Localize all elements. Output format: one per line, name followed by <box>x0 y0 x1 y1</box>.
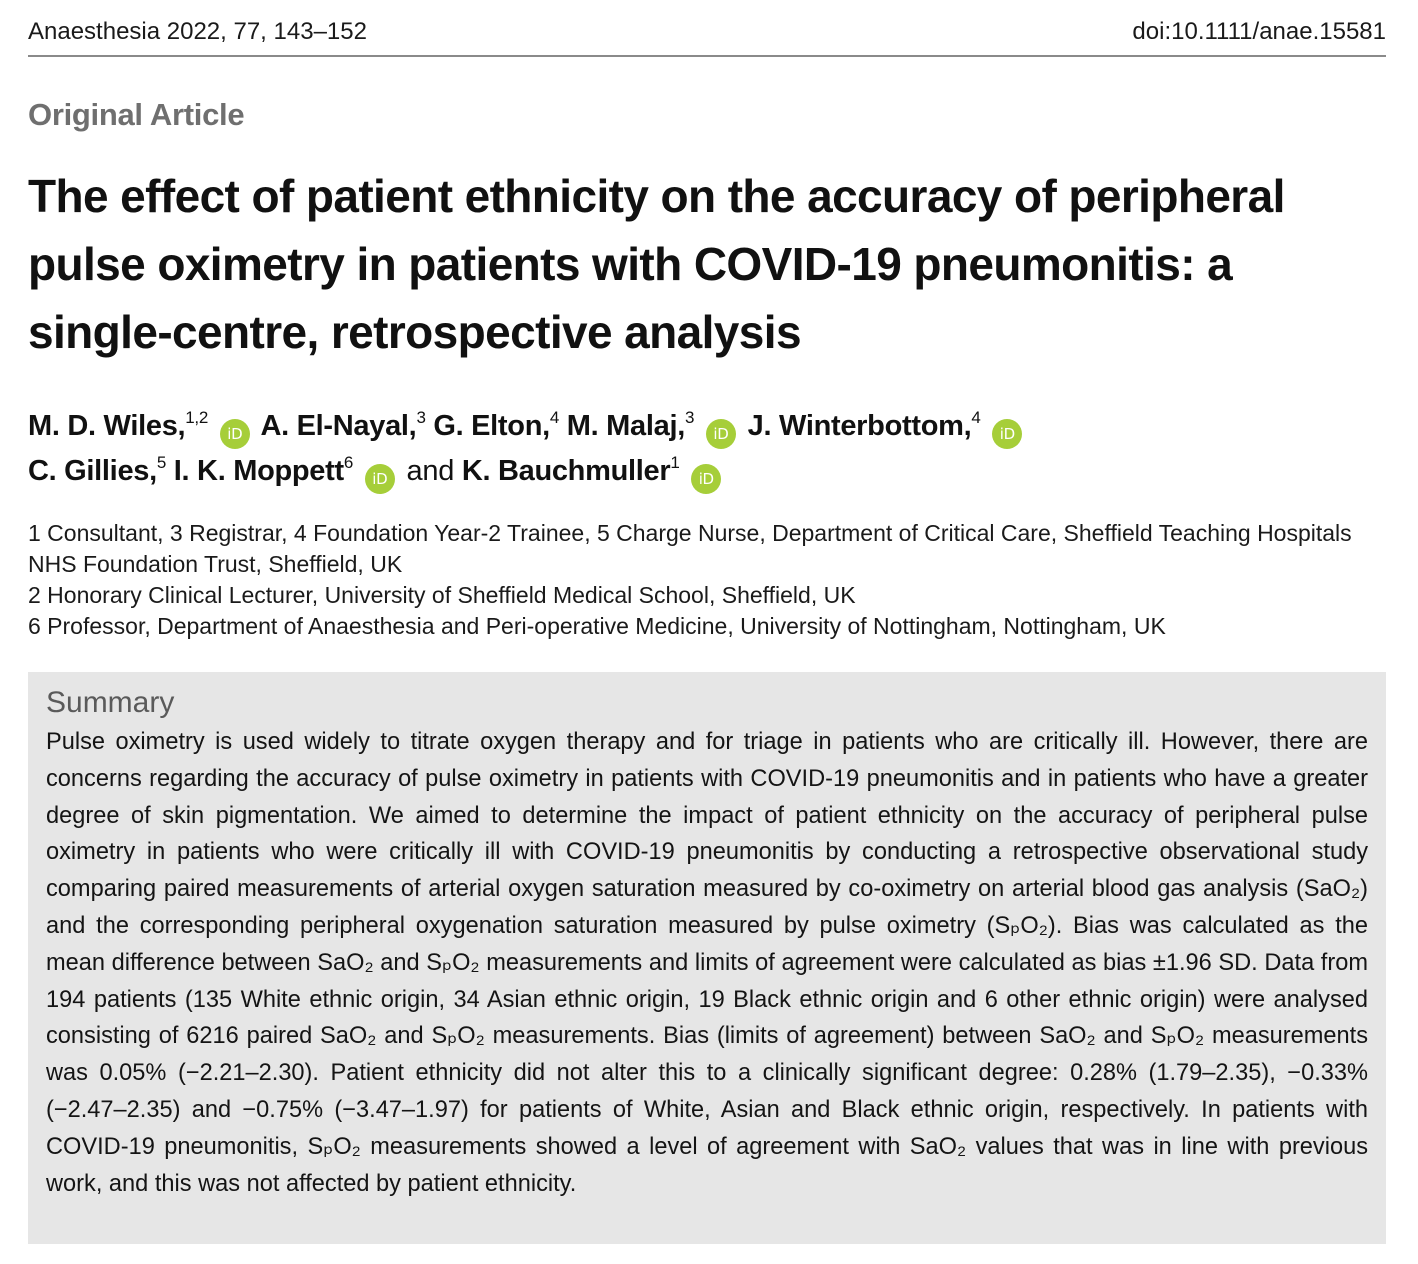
author-name[interactable]: A. El-Nayal, <box>260 410 417 442</box>
affiliation-line: 6 Professor, Department of Anaesthesia and Peri-operative Medicine, University of Nottingham, Nottingham, UK <box>28 613 1166 639</box>
author-affiliation-marker: 5 <box>156 453 167 472</box>
author-name[interactable]: K. Bauchmuller <box>461 455 671 487</box>
running-head <box>28 16 1386 48</box>
article-title: The effect of patient ethnicity on the accuracy of peripheral pulse oximetry in patients with COVID-19 pneumonitis: a single-centre, retrospective analysis <box>28 170 1285 358</box>
author-affiliation-marker: 4 <box>549 408 560 427</box>
author-name[interactable]: C. Gillies, <box>28 455 157 487</box>
author-name[interactable]: G. Elton, <box>433 410 550 442</box>
summary-box <box>28 672 1386 1244</box>
author-affiliation-marker: 3 <box>684 408 695 427</box>
author-affiliation-marker: 6 <box>343 453 354 472</box>
author-conjunction: and <box>406 455 455 487</box>
author-affiliation-marker: 1 <box>670 453 680 472</box>
article-type-label: Original Article <box>28 97 245 132</box>
journal-citation: Anaesthesia 2022, 77, 143–152 <box>28 18 367 45</box>
affiliation-line: 1 Consultant, 3 Registrar, 4 Foundation Year-2 Trainee, 5 Charge Nurse, Department of Critical Care, Sheffield Teaching Hospitals NHS Foundation Trust, Sheffield, UK <box>28 520 1352 577</box>
affiliation-line: 2 Honorary Clinical Lecturer, University of Sheffield Medical School, Sheffield, UK <box>28 582 856 608</box>
orcid-icon[interactable]: iD <box>691 464 721 494</box>
author-name[interactable]: M. Malaj, <box>566 410 685 442</box>
orcid-icon[interactable]: iD <box>992 419 1022 449</box>
orcid-icon[interactable]: iD <box>365 464 395 494</box>
author-name[interactable]: M. D. Wiles, <box>28 410 186 442</box>
author-affiliation-marker: 4 <box>971 408 981 427</box>
author-name[interactable]: J. Winterbottom, <box>747 410 972 442</box>
summary-text: Pulse oximetry is used widely to titrate oxygen therapy and for triage in patients who are critically ill. However, there are concerns regarding the accuracy of pulse oximetry in patients with COVID-19 pneumonitis and in patients who have a greater degree of skin pigmentation. We aimed to determine the impact of patient ethnicity on the accuracy of peripheral pulse oximetry in patients who were critically ill with COVID-19 pneumonitis by conducting a retrospective observational study comparing paired measurements of arterial oxygen saturation measured by co-oximetry on arterial blood gas analysis (SaO₂) and the corresponding peripheral oxygenation saturation measured by pulse oximetry (SₚO₂). Bias was calculated as the mean difference between SaO₂ and SₚO₂ measurements and limits of agreement were calculated as bias ±1.96 SD. Data from 194 patients (135 White ethnic origin, 34 Asian ethnic origin, 19 Black ethnic origin and 6 other ethnic origin) were analysed consisting of 6216 paired SaO₂ and SₚO₂ measurements. Bias (limits of agreement) between SaO₂ and SₚO₂ measurements was 0.05% (−2.21–2.30). Patient ethnicity did not alter this to a clinically significant degree: 0.28% (1.79–2.35), −0.33% (−2.47–2.35) and −0.75% (−3.47–1.97) for patients of White, Asian and Black ethnic origin, respectively. In patients with COVID-19 pneumonitis, SₚO₂ measurements showed a level of agreement with SaO₂ values that was in line with previous work, and this was not affected by patient ethnicity. <box>46 729 1368 1197</box>
author-name[interactable]: I. K. Moppett <box>173 455 344 487</box>
summary-heading: Summary <box>46 686 175 719</box>
orcid-icon[interactable]: iD <box>220 419 250 449</box>
header-divider <box>28 55 1386 57</box>
affiliations <box>28 518 1386 642</box>
orcid-icon[interactable]: iD <box>706 419 736 449</box>
author-affiliation-marker: 1,2 <box>185 408 209 427</box>
doi-link[interactable]: doi:10.1111/anae.15581 <box>1132 18 1386 45</box>
author-affiliation-marker: 3 <box>416 408 426 427</box>
author-list <box>28 404 1386 494</box>
